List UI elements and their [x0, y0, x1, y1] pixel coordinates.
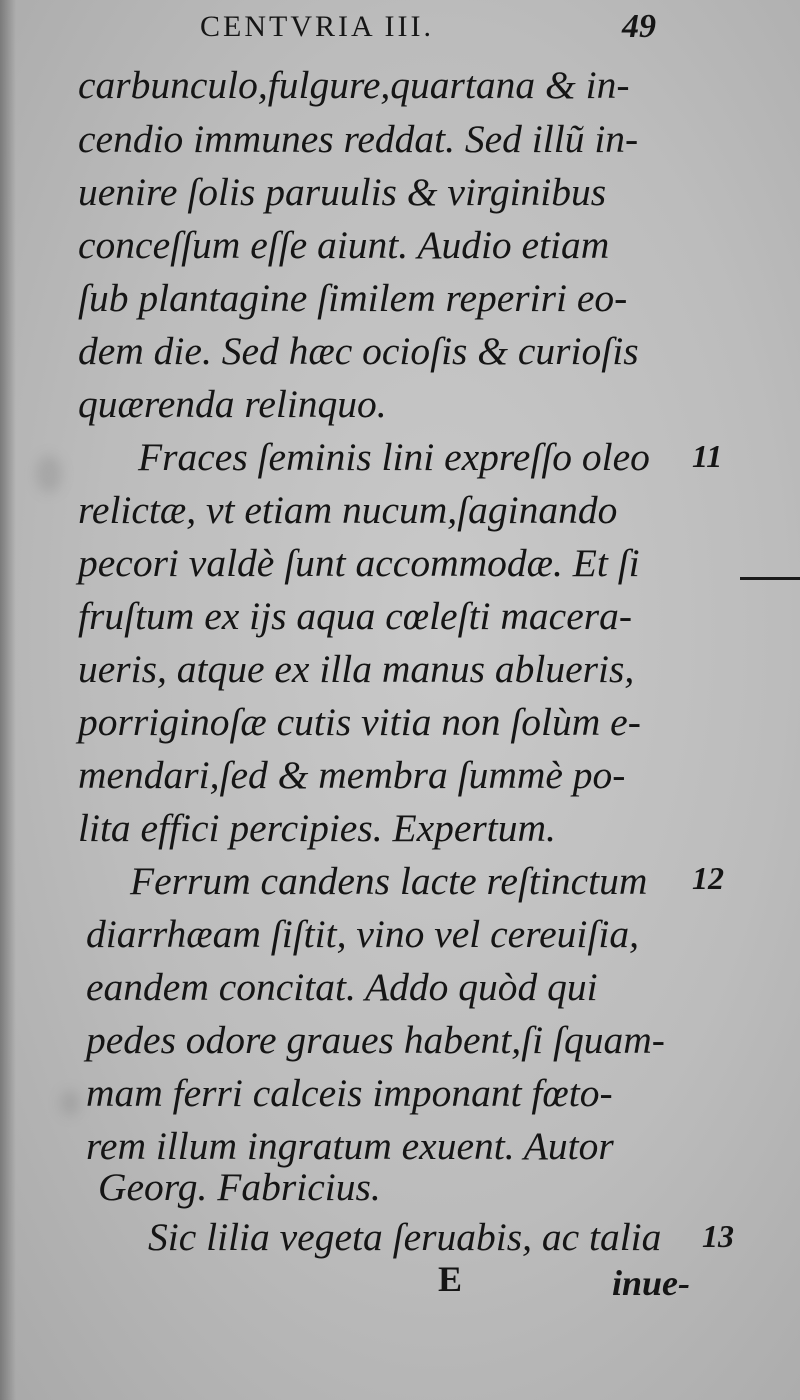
running-title: CENTVRIA III.: [200, 10, 434, 43]
text-line: rem illum ingratum exuent. Autor: [86, 1124, 614, 1168]
text-line: diarrhæam ſiſtit, vino vel cereuiſia,: [86, 912, 639, 956]
margin-number: 13: [702, 1218, 734, 1254]
text-line: mam ferri calceis imponant fœto-: [86, 1071, 613, 1115]
text-line: Fraces ſeminis lini expreſſo oleo: [138, 435, 650, 479]
text-line: conceſſum eſſe aiunt. Audio etiam: [78, 223, 610, 267]
text-line: mendari,ſed & membra ſummè po-: [78, 753, 626, 797]
paper-stain: [36, 455, 62, 493]
text-line: Sic lilia vegeta ſeruabis, ac talia: [148, 1215, 662, 1259]
text-line: pedes odore graues habent,ſi ſquam-: [86, 1018, 665, 1062]
text-line: cendio immunes reddat. Sed illũ in-: [78, 117, 639, 161]
paper-stain: [60, 1090, 80, 1116]
text-line: dem die. Sed hæc ocioſis & curioſis: [78, 329, 639, 373]
text-line: relictæ, vt etiam nucum,ſaginando: [78, 488, 618, 532]
text-line: quærenda relinquo.: [78, 382, 387, 426]
text-line: eandem concitat. Addo quòd qui: [86, 965, 598, 1009]
text-line: pecori valdè ſunt accommodæ. Et ſi: [78, 541, 640, 585]
text-line: porriginoſæ cutis vitia non ſolùm e-: [78, 700, 641, 744]
text-line: ſub plantagine ſimilem reperiri eo-: [78, 276, 628, 320]
text-line: fruſtum ex ijs aqua cœleſti macera-: [78, 594, 633, 638]
page-gutter-shadow: [0, 0, 16, 1400]
text-line: carbunculo,fulgure,quartana & in-: [78, 63, 630, 107]
text-line: Ferrum candens lacte reſtinctum: [130, 859, 648, 903]
signature-mark: E: [438, 1259, 463, 1299]
page-number: 49: [622, 8, 656, 45]
margin-number: 12: [692, 860, 724, 896]
text-line: lita effici percipies. Expertum.: [78, 806, 556, 850]
text-line: uenire ſolis paruulis & virginibus: [78, 170, 607, 214]
edge-mark: [740, 577, 800, 580]
text-line: Georg. Fabricius.: [98, 1165, 381, 1209]
margin-number: 11: [692, 438, 723, 474]
text-line: ueris, atque ex illa manus ablueris,: [78, 647, 635, 691]
catchword: inue-: [612, 1263, 691, 1303]
